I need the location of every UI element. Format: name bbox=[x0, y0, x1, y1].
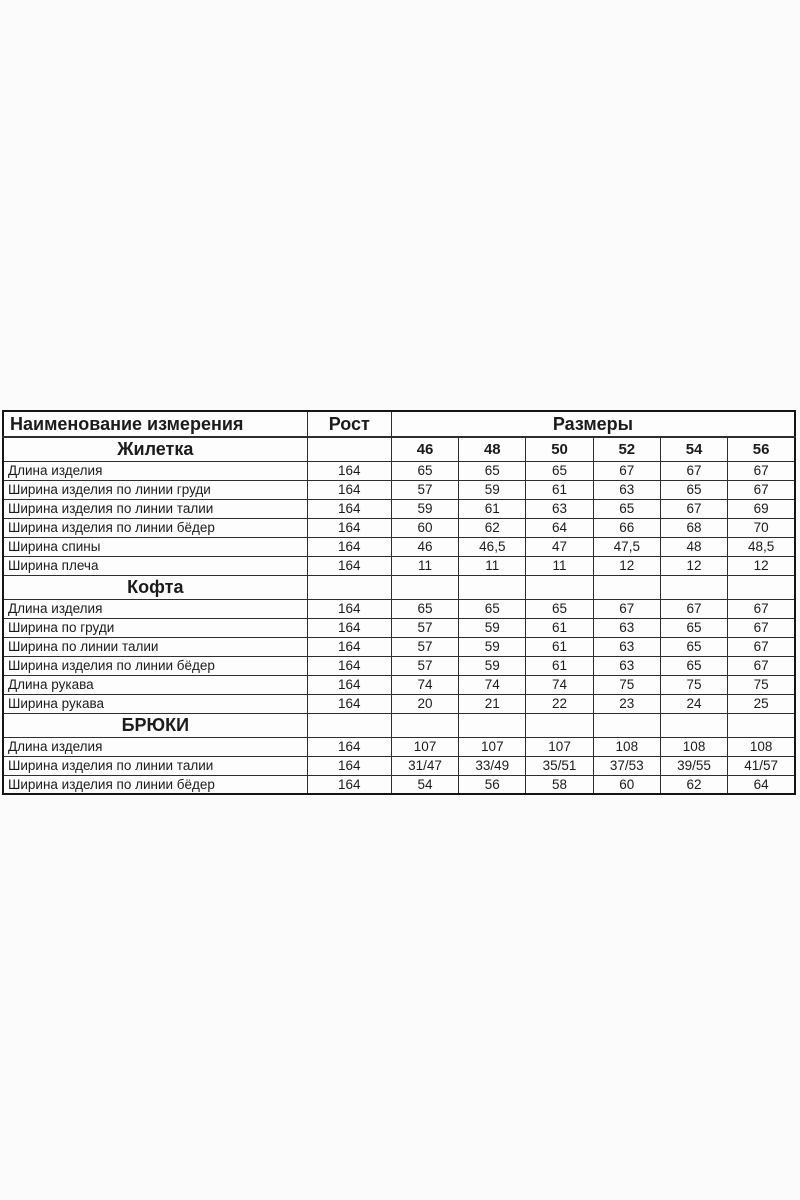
measurement-value: 63 bbox=[593, 618, 660, 637]
height-value: 164 bbox=[307, 694, 391, 713]
measurement-value: 65 bbox=[593, 499, 660, 518]
measurement-value: 57 bbox=[391, 618, 458, 637]
measurement-value: 65 bbox=[391, 461, 458, 480]
size-label: 50 bbox=[526, 437, 593, 461]
size-label: 56 bbox=[728, 437, 795, 461]
measurement-row bbox=[3, 675, 795, 694]
measurement-label: Ширина изделия по линии груди bbox=[3, 480, 307, 499]
empty-cell bbox=[459, 575, 526, 599]
measurement-value: 65 bbox=[526, 599, 593, 618]
empty-cell bbox=[728, 713, 795, 737]
measurement-value: 59 bbox=[391, 499, 458, 518]
measurement-value: 65 bbox=[526, 461, 593, 480]
measurement-value: 64 bbox=[728, 775, 795, 794]
measurement-value: 11 bbox=[526, 556, 593, 575]
measurement-row bbox=[3, 480, 795, 499]
measurement-label: Ширина по линии талии bbox=[3, 637, 307, 656]
measurement-value: 35/51 bbox=[526, 756, 593, 775]
measurement-value: 57 bbox=[391, 656, 458, 675]
measurement-value: 60 bbox=[593, 775, 660, 794]
height-value: 164 bbox=[307, 518, 391, 537]
measurement-value: 69 bbox=[728, 499, 795, 518]
measurement-row bbox=[3, 694, 795, 713]
height-value: 164 bbox=[307, 599, 391, 618]
section-title: Жилетка bbox=[3, 437, 307, 461]
height-cell-empty bbox=[307, 713, 391, 737]
height-value: 164 bbox=[307, 537, 391, 556]
measurement-label: Ширина по груди bbox=[3, 618, 307, 637]
measurement-value: 108 bbox=[593, 737, 660, 756]
empty-cell bbox=[593, 713, 660, 737]
measurement-value: 24 bbox=[660, 694, 727, 713]
empty-cell bbox=[593, 575, 660, 599]
height-column-header: Рост bbox=[307, 411, 391, 437]
measurement-value: 56 bbox=[459, 775, 526, 794]
measurement-label: Ширина изделия по линии бёдер bbox=[3, 518, 307, 537]
measurement-value: 61 bbox=[526, 656, 593, 675]
measurement-value: 62 bbox=[660, 775, 727, 794]
measurement-value: 63 bbox=[526, 499, 593, 518]
measurement-row bbox=[3, 461, 795, 480]
height-value: 164 bbox=[307, 775, 391, 794]
measurement-value: 107 bbox=[391, 737, 458, 756]
measurement-value: 75 bbox=[728, 675, 795, 694]
measurement-value: 46,5 bbox=[459, 537, 526, 556]
section-row bbox=[3, 437, 795, 461]
measurement-value: 31/47 bbox=[391, 756, 458, 775]
height-value: 164 bbox=[307, 675, 391, 694]
measurement-value: 63 bbox=[593, 656, 660, 675]
section-row bbox=[3, 713, 795, 737]
measurement-value: 21 bbox=[459, 694, 526, 713]
empty-cell bbox=[660, 575, 727, 599]
measurement-value: 108 bbox=[728, 737, 795, 756]
height-value: 164 bbox=[307, 737, 391, 756]
empty-cell bbox=[660, 713, 727, 737]
empty-cell bbox=[391, 713, 458, 737]
measurement-value: 67 bbox=[728, 480, 795, 499]
measurement-value: 63 bbox=[593, 480, 660, 499]
table-header-row bbox=[3, 411, 795, 437]
measurement-value: 67 bbox=[593, 599, 660, 618]
measurement-value: 67 bbox=[728, 461, 795, 480]
measurement-value: 11 bbox=[391, 556, 458, 575]
measurement-value: 37/53 bbox=[593, 756, 660, 775]
measurement-value: 61 bbox=[459, 499, 526, 518]
section-title: Кофта bbox=[3, 575, 307, 599]
size-label: 52 bbox=[593, 437, 660, 461]
height-value: 164 bbox=[307, 756, 391, 775]
measurement-value: 22 bbox=[526, 694, 593, 713]
measurement-value: 70 bbox=[728, 518, 795, 537]
measurement-value: 20 bbox=[391, 694, 458, 713]
measurement-value: 65 bbox=[660, 637, 727, 656]
measurement-value: 59 bbox=[459, 656, 526, 675]
measurement-label: Ширина изделия по линии талии bbox=[3, 499, 307, 518]
size-chart-body bbox=[3, 437, 795, 794]
empty-cell bbox=[459, 713, 526, 737]
measurement-label: Ширина рукава bbox=[3, 694, 307, 713]
measurement-value: 74 bbox=[391, 675, 458, 694]
measurement-value: 75 bbox=[593, 675, 660, 694]
measurement-row bbox=[3, 518, 795, 537]
measurement-value: 68 bbox=[660, 518, 727, 537]
measurement-row bbox=[3, 556, 795, 575]
measurement-value: 41/57 bbox=[728, 756, 795, 775]
measurement-value: 62 bbox=[459, 518, 526, 537]
measurement-value: 12 bbox=[660, 556, 727, 575]
measurement-row bbox=[3, 775, 795, 794]
measurement-value: 12 bbox=[593, 556, 660, 575]
measurement-value: 65 bbox=[459, 599, 526, 618]
measurement-value: 11 bbox=[459, 556, 526, 575]
measurement-value: 54 bbox=[391, 775, 458, 794]
measurement-column-header: Наименование измерения bbox=[3, 411, 307, 437]
measurement-label: Ширина плеча bbox=[3, 556, 307, 575]
empty-cell bbox=[391, 575, 458, 599]
height-cell-empty bbox=[307, 575, 391, 599]
measurement-value: 67 bbox=[728, 656, 795, 675]
measurement-row bbox=[3, 656, 795, 675]
measurement-value: 57 bbox=[391, 637, 458, 656]
section-title: БРЮКИ bbox=[3, 713, 307, 737]
measurement-value: 47,5 bbox=[593, 537, 660, 556]
measurement-value: 67 bbox=[660, 461, 727, 480]
empty-cell bbox=[728, 575, 795, 599]
height-value: 164 bbox=[307, 618, 391, 637]
measurement-value: 65 bbox=[660, 656, 727, 675]
measurement-value: 47 bbox=[526, 537, 593, 556]
measurement-label: Длина изделия bbox=[3, 461, 307, 480]
measurement-value: 67 bbox=[728, 618, 795, 637]
measurement-value: 57 bbox=[391, 480, 458, 499]
measurement-value: 12 bbox=[728, 556, 795, 575]
measurement-label: Ширина изделия по линии талии bbox=[3, 756, 307, 775]
measurement-value: 66 bbox=[593, 518, 660, 537]
measurement-value: 63 bbox=[593, 637, 660, 656]
measurement-row bbox=[3, 756, 795, 775]
measurement-value: 59 bbox=[459, 637, 526, 656]
measurement-row bbox=[3, 618, 795, 637]
measurement-value: 75 bbox=[660, 675, 727, 694]
measurement-row bbox=[3, 737, 795, 756]
measurement-value: 48,5 bbox=[728, 537, 795, 556]
size-label: 48 bbox=[459, 437, 526, 461]
measurement-label: Ширина спины bbox=[3, 537, 307, 556]
height-value: 164 bbox=[307, 556, 391, 575]
measurement-row bbox=[3, 499, 795, 518]
measurement-value: 58 bbox=[526, 775, 593, 794]
measurement-value: 67 bbox=[660, 499, 727, 518]
measurement-value: 65 bbox=[660, 480, 727, 499]
height-cell-empty bbox=[307, 437, 391, 461]
measurement-label: Длина рукава bbox=[3, 675, 307, 694]
empty-cell bbox=[526, 713, 593, 737]
size-label: 54 bbox=[660, 437, 727, 461]
measurement-value: 64 bbox=[526, 518, 593, 537]
measurement-value: 60 bbox=[391, 518, 458, 537]
sizes-group-header: Размеры bbox=[391, 411, 795, 437]
measurement-label: Длина изделия bbox=[3, 599, 307, 618]
measurement-value: 107 bbox=[459, 737, 526, 756]
measurement-value: 59 bbox=[459, 480, 526, 499]
measurement-value: 61 bbox=[526, 618, 593, 637]
measurement-value: 46 bbox=[391, 537, 458, 556]
measurement-value: 108 bbox=[660, 737, 727, 756]
measurement-value: 61 bbox=[526, 637, 593, 656]
measurement-row bbox=[3, 599, 795, 618]
measurement-value: 65 bbox=[459, 461, 526, 480]
section-row bbox=[3, 575, 795, 599]
measurement-value: 59 bbox=[459, 618, 526, 637]
measurement-value: 107 bbox=[526, 737, 593, 756]
size-chart-table bbox=[2, 410, 796, 795]
height-value: 164 bbox=[307, 499, 391, 518]
measurement-label: Ширина изделия по линии бёдер bbox=[3, 775, 307, 794]
measurement-value: 67 bbox=[728, 637, 795, 656]
measurement-value: 39/55 bbox=[660, 756, 727, 775]
height-value: 164 bbox=[307, 461, 391, 480]
measurement-value: 67 bbox=[728, 599, 795, 618]
measurement-row bbox=[3, 637, 795, 656]
measurement-value: 74 bbox=[459, 675, 526, 694]
size-label: 46 bbox=[391, 437, 458, 461]
measurement-label: Длина изделия bbox=[3, 737, 307, 756]
measurement-value: 65 bbox=[391, 599, 458, 618]
measurement-value: 67 bbox=[660, 599, 727, 618]
measurement-value: 48 bbox=[660, 537, 727, 556]
measurement-value: 25 bbox=[728, 694, 795, 713]
empty-cell bbox=[526, 575, 593, 599]
measurement-value: 33/49 bbox=[459, 756, 526, 775]
measurement-row bbox=[3, 537, 795, 556]
measurement-value: 23 bbox=[593, 694, 660, 713]
measurement-value: 67 bbox=[593, 461, 660, 480]
height-value: 164 bbox=[307, 637, 391, 656]
measurement-value: 61 bbox=[526, 480, 593, 499]
height-value: 164 bbox=[307, 656, 391, 675]
measurement-label: Ширина изделия по линии бёдер bbox=[3, 656, 307, 675]
measurement-value: 74 bbox=[526, 675, 593, 694]
height-value: 164 bbox=[307, 480, 391, 499]
measurement-value: 65 bbox=[660, 618, 727, 637]
